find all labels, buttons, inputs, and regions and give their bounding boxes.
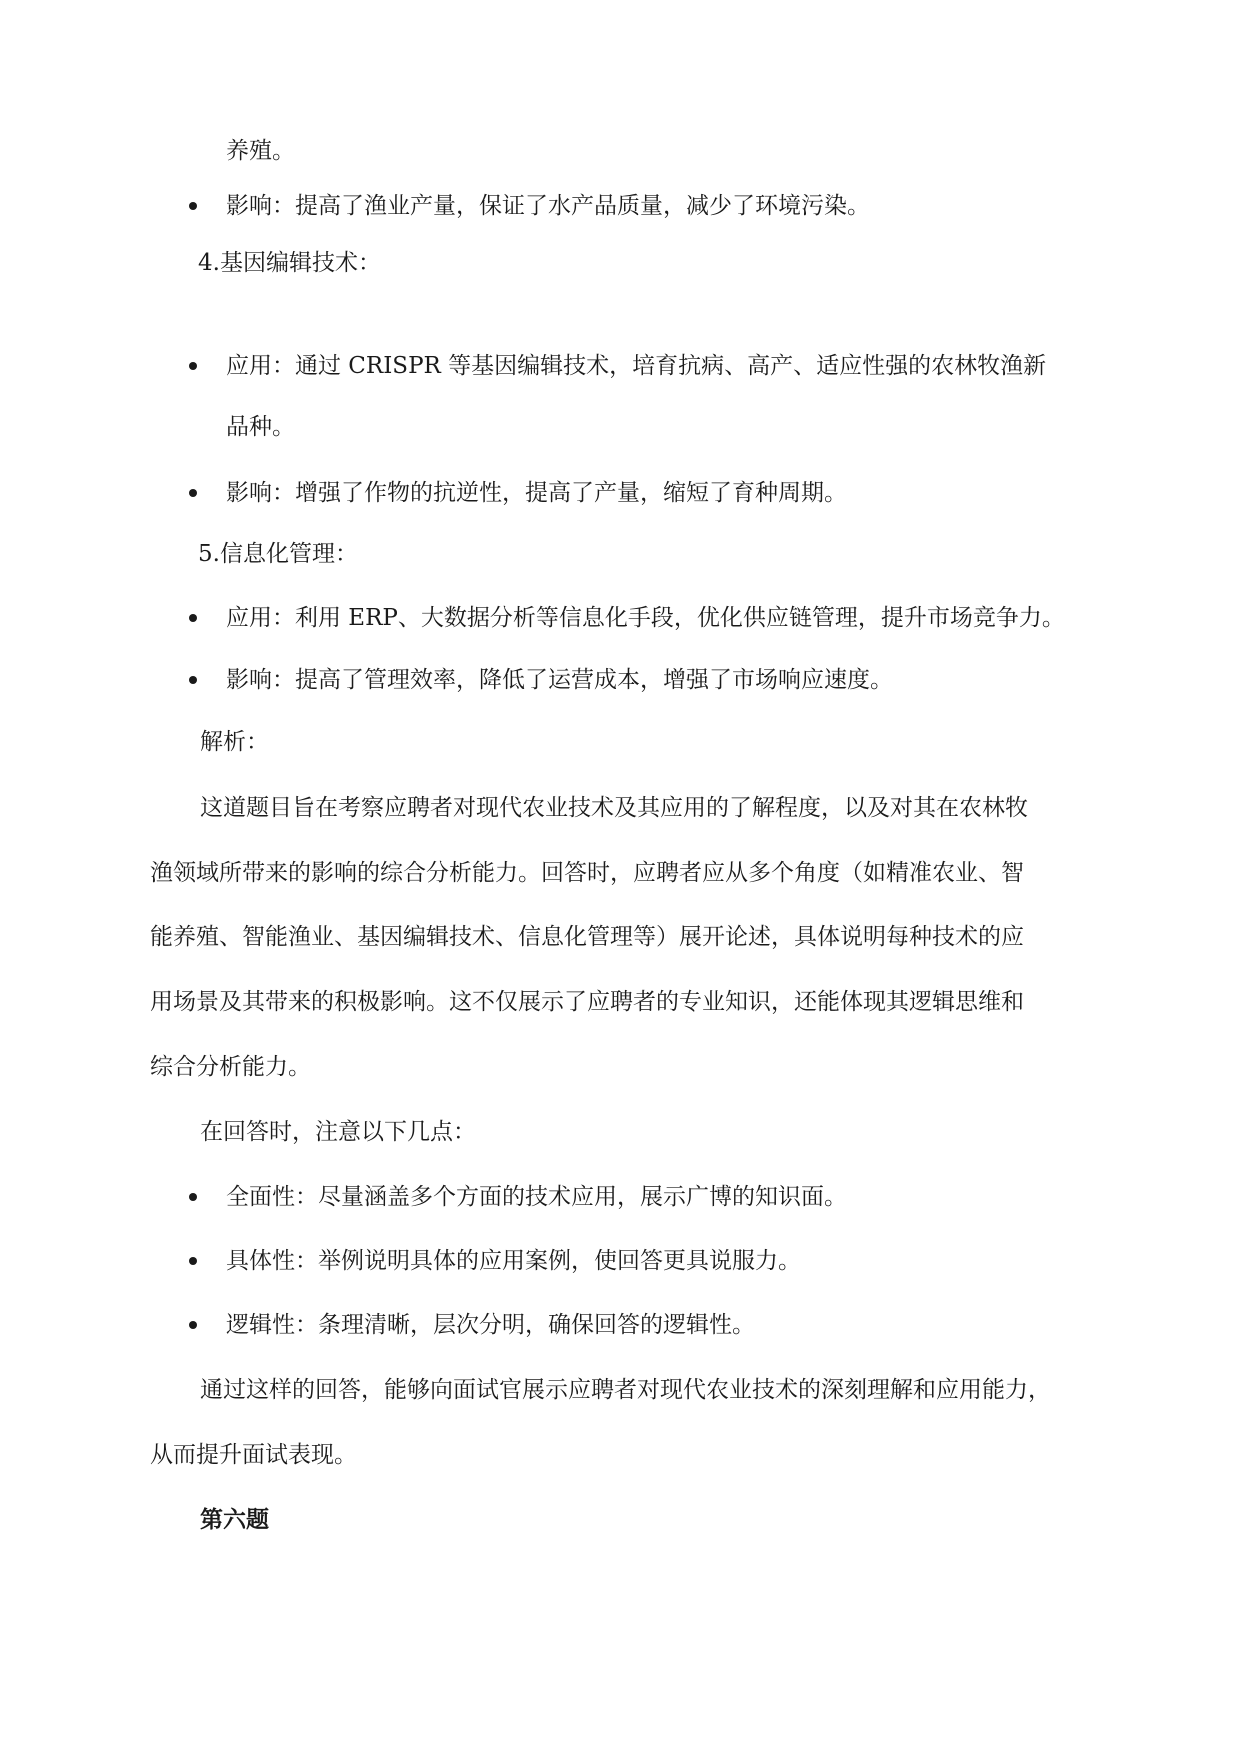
- bullet-icon: [189, 362, 197, 370]
- analysis-label: 解析：: [200, 729, 269, 755]
- text-line: 具体性：举例说明具体的应用案例，使回答更具说服力。: [226, 1248, 801, 1274]
- bullet-icon: [189, 1257, 197, 1265]
- text-line: 品种。: [226, 414, 295, 440]
- text-line: 在回答时，注意以下几点：: [200, 1119, 476, 1145]
- text-line: 应用：利用 ERP、大数据分析等信息化手段，优化供应链管理，提升市场竞争力。: [226, 605, 1065, 631]
- paragraph-line: 综合分析能力。: [150, 1054, 311, 1080]
- bullet-icon: [189, 489, 197, 497]
- bullet-icon: [189, 614, 197, 622]
- paragraph-line: 渔领域所带来的影响的综合分析能力。回答时，应聘者应从多个角度（如精准农业、智: [150, 860, 1024, 886]
- section-heading: 4.基因编辑技术：: [198, 250, 381, 276]
- text-line: 逻辑性：条理清晰，层次分明，确保回答的逻辑性。: [226, 1312, 755, 1338]
- paragraph-line: 通过这样的回答，能够向面试官展示应聘者对现代农业技术的深刻理解和应用能力，: [200, 1377, 1051, 1403]
- text-line: 应用：通过 CRISPR 等基因编辑技术，培育抗病、高产、适应性强的农林牧渔新: [226, 353, 1047, 379]
- paragraph-line: 从而提升面试表现。: [150, 1442, 357, 1468]
- question-heading: 第六题: [200, 1506, 269, 1533]
- paragraph-line: 这道题目旨在考察应聘者对现代农业技术及其应用的了解程度，以及对其在农林牧: [200, 795, 1028, 821]
- text-line: 影响：提高了渔业产量，保证了水产品质量，减少了环境污染。: [226, 193, 870, 219]
- bullet-icon: [189, 202, 197, 210]
- bullet-icon: [189, 1321, 197, 1329]
- bullet-icon: [189, 676, 197, 684]
- text-line: 全面性：尽量涵盖多个方面的技术应用，展示广博的知识面。: [226, 1184, 847, 1210]
- text-line: 影响：增强了作物的抗逆性，提高了产量，缩短了育种周期。: [226, 480, 847, 506]
- text-line: 影响：提高了管理效率，降低了运营成本，增强了市场响应速度。: [226, 667, 893, 693]
- section-heading: 5.信息化管理：: [198, 541, 358, 567]
- text-line: 养殖。: [226, 138, 295, 164]
- paragraph-line: 能养殖、智能渔业、基因编辑技术、信息化管理等）展开论述，具体说明每种技术的应: [150, 924, 1024, 950]
- paragraph-line: 用场景及其带来的积极影响。这不仅展示了应聘者的专业知识，还能体现其逻辑思维和: [150, 989, 1024, 1015]
- bullet-icon: [189, 1193, 197, 1201]
